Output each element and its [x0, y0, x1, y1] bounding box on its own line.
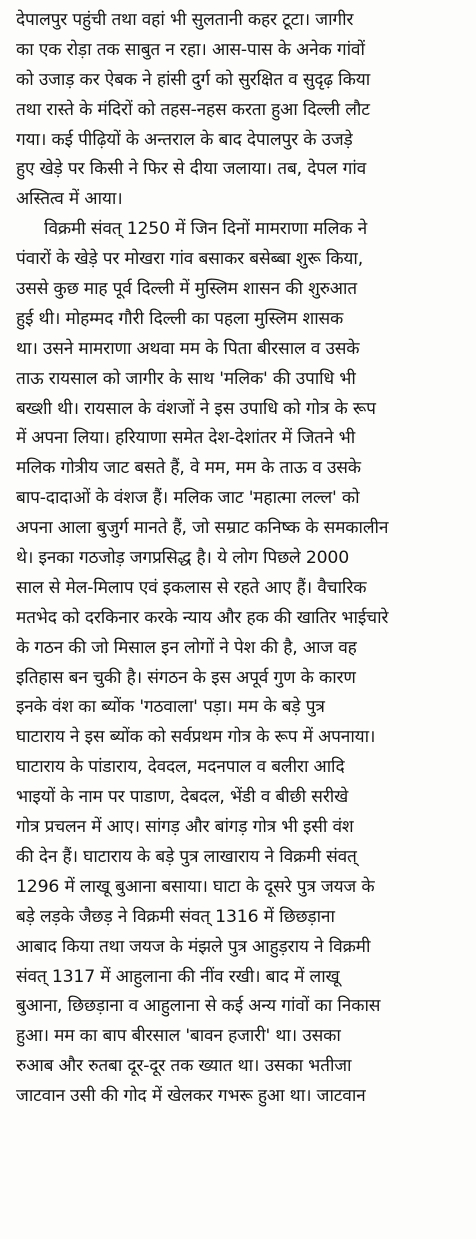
text-line: भाइयों के नाम पर पाडाण, देबदल, भेंडी व बीछी सरीखे: [16, 787, 349, 808]
text-line: तथा रास्ते के मंदिरों को तहस-नहस करता हुआ दिल्ली लौट: [16, 99, 370, 120]
text-line: संवत् 1317 में आहुलाना की नींव रखी। बाद में लाखू: [16, 966, 340, 987]
paragraph-1: [16, 6, 466, 215]
text-line: का एक रोड़ा तक साबुत न रहा। आस-पास के अनेक गांवों: [16, 39, 365, 60]
text-line: बख्शी थी। रायसाल के वंशजों ने इस उपाधि को गोत्र के रूप: [16, 398, 376, 419]
text-line: अस्तित्व में आया।: [16, 189, 123, 210]
text-line: उससे कुछ माह पूर्व दिल्ली में मुस्लिम शासन की शुरुआत: [16, 279, 357, 300]
text-line: मतभेद को दरकिनार करके न्याय और हक की खातिर भाईचारे: [16, 607, 389, 628]
text-line: रुआब और रुतबा दूर-दूर तक ख्यात था। उसका भतीजा: [16, 1056, 352, 1077]
text-line: गया। कई पीढ़ियों के अन्तराल के बाद देपालपुर के उजड़े: [16, 129, 353, 150]
text-line: [16, 1142, 466, 1172]
text-line: बाप-दादाओं के वंशज हैं। मलिक जाट 'महात्मा लल्ल' को: [16, 488, 360, 509]
text-line: मलिक गोत्रीय जाट बसते हैं, वे मम, मम के ताऊ व उसके: [16, 458, 361, 479]
text-line: साल से मेल-मिलाप एवं इकलास से रहते आए हैं। वैचारिक: [16, 577, 367, 598]
text-line: था। उसने मामराणा अथवा मम के पिता बीरसाल व उसके: [16, 338, 360, 359]
text-line: इतिहास बन चुकी है। संगठन के इस अपूर्व गुण के कारण: [16, 667, 356, 688]
text-line: हुई थी। मोहम्मद गौरी दिल्ली का पहला मुस्लिम शासक: [16, 308, 344, 329]
text-line: ताऊ रायसाल को जागीर के साथ 'मलिक' की उपाधि भी: [16, 368, 356, 389]
text-line: घाटाराय के पांडाराय, देवदल, मदनपाल व बलीरा आदि: [16, 757, 345, 778]
text-line: इनके वंश का ब्योंक 'गठवाला' पड़ा। मम के बड़े पुत्र: [16, 697, 325, 718]
text-line: बड़े लड़के जैछड़ ने विक्रमी संवत् 1316 में छिछड़ाना: [16, 906, 335, 927]
text-line: हुए खेड़े पर किसी ने फिर से दीया जलाया। तब, देपल गांव: [16, 159, 367, 180]
text-line: 1296 में लाखू बुआना बसाया। घाटा के दूसरे पुत्र जयज के: [16, 876, 375, 897]
text-line: देपालपुर पहुंची तथा वहां भी सुलतानी कहर टूटा। जागीर: [16, 10, 354, 30]
text-line: अपना आला बुजुर्ग मानते हैं, जो सम्राट कनिष्क के समकालीन: [16, 518, 389, 539]
paragraph-2: [16, 215, 466, 1231]
text-line: बुआना, छिछड़ाना व आहुलाना से कई अन्य गांवों का निकास: [16, 996, 381, 1017]
text-line: विक्रमी संवत् 1250 में जिन दिनों मामराणा मलिक ने: [44, 219, 368, 240]
text-line: के गठन की जो मिसाल इन लोगों ने पेश की है, आज वह: [16, 637, 357, 658]
text-line: [16, 1172, 466, 1202]
text-line: हुआ। मम का बाप बीरसाल 'बावन हजारी' था। उसका: [16, 1026, 341, 1047]
text-line: थे। इनका गठजोड़ जगप्रसिद्ध है। ये लोग पिछले 2000: [16, 548, 350, 569]
text-line: में अपना लिया। हरियाणा समेत देश-देशांतर में जितने भी: [16, 428, 356, 449]
text-line: की देन हैं। घाटाराय के बड़े पुत्र लाखाराय ने विक्रमी संवत्: [16, 846, 357, 867]
text-line: को उजाड़ कर ऐबक ने हांसी दुर्ग को सुरक्षित व सुदृढ़ किया: [16, 69, 370, 90]
text-line: पंवारों के खेड़े पर मोखरा गांव बसाकर बसेब्बा शुरू किया,: [16, 249, 363, 270]
text-line: घाटाराय ने इस ब्योंक को सर्वप्रथम गोत्र के रूप में अपनाया।: [16, 727, 376, 748]
text-line: जाटवान उसी की गोद में खेलकर गभरू हुआ था। जाटवान: [16, 1086, 366, 1107]
text-line: [16, 1112, 466, 1142]
text-line: [16, 1202, 466, 1232]
text-line: आबाद किया तथा जयज के मंझले पुत्र आहुड़राय ने विक्रमी: [16, 936, 371, 957]
text-line: गोत्र प्रचलन में आए। सांगड़ और बांगड़ गोत्र भी इसी वंश: [16, 817, 354, 838]
